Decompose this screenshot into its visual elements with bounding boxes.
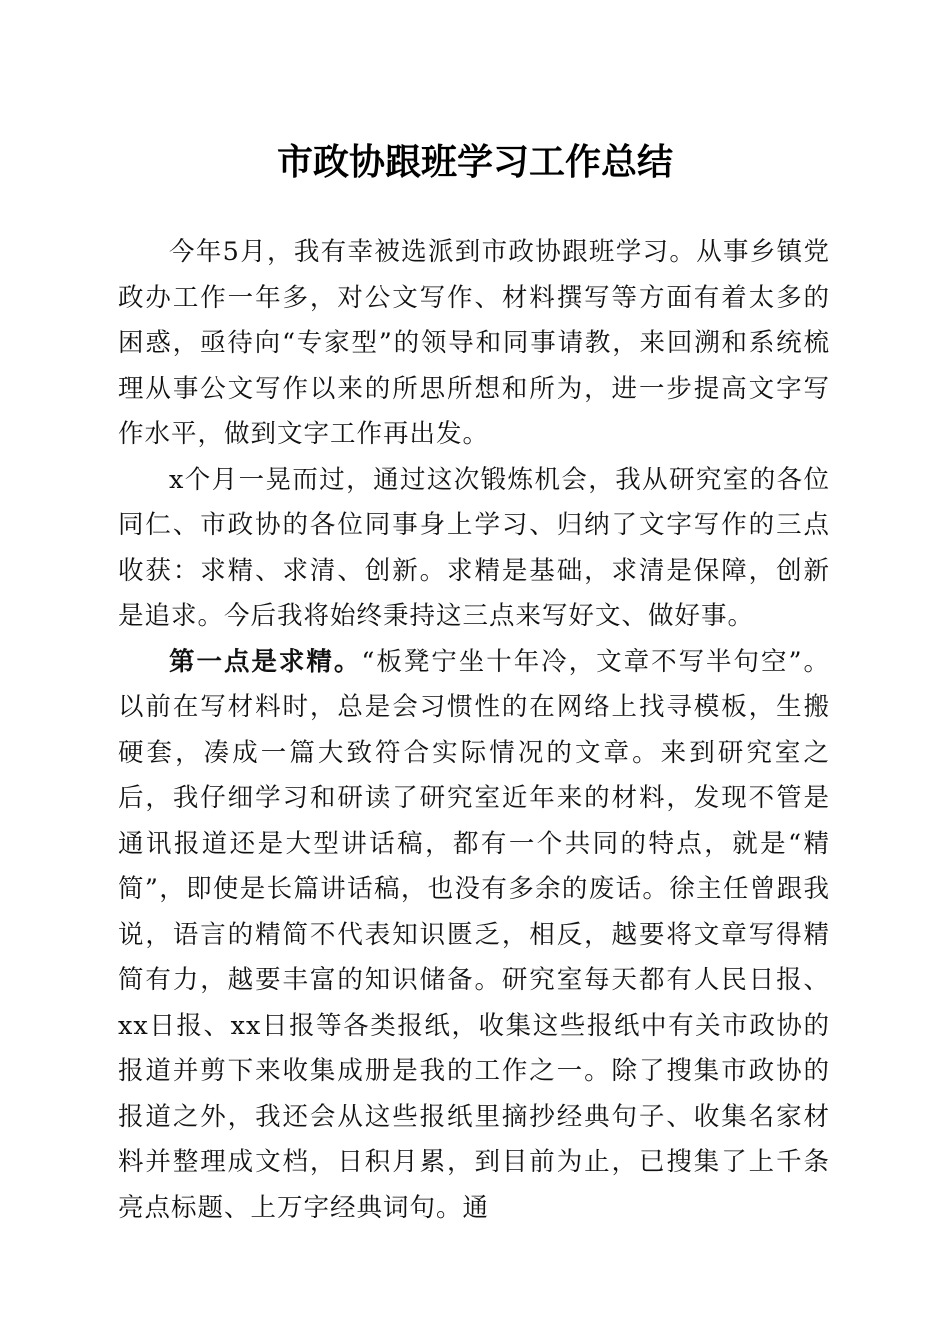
paragraph-text: 今年5月，我有幸被选派到市政协跟班学习。从事乡镇党政办工作一年多，对公文写作、材料撰写等方面有着太多的困惑，亟待向“专家型”的领导和同事请教，来回溯和系统梳理从事公文写作以来的所思所想和所为，进一步提高文字写作水平，做到文字工作再出发。: [118, 237, 830, 449]
document-body: [118, 230, 830, 1231]
document-title: 市政协跟班学习工作总结: [276, 141, 673, 183]
paragraph-text: “板凳宁坐十年冷，文章不写半句空”。以前在写材料时，总是会习惯性的在网络上找寻模板，生搬硬套，凑成一篇大致符合实际情况的文章。来到研究室之后，我仔细学习和研读了研究室近年来的材料，发现不管是通讯报道还是大型讲话稿，都有一个共同的特点，就是“精简”，即使是长篇讲话稿，也没有多余的废话。徐主任曾跟我说，语言的精简不代表知识匮乏，相反，越要将文章写得精简有力，越要丰富的知识储备。研究室每天都有人民日报、xx日报、xx日报等各类报纸，收集这些报纸中有关市政协的报道并剪下来收集成册是我的工作之一。除了搜集市政协的报道之外，我还会从这些报纸里摘抄经典句子、收集名家材料并整理成文档，日积月累，到目前为止，已搜集了上千条亮点标题、上万字经典词句。通: [118, 646, 830, 1223]
paragraph-summary: [118, 458, 830, 640]
paragraph-text: x个月一晃而过，通过这次锻炼机会，我从研究室的各位同仁、市政协的各位同事身上学习、归纳了文字写作的三点收获：求精、求清、创新。求精是基础，求清是保障，创新是追求。今后我将始终秉持这三点来写好文、做好事。: [118, 464, 830, 631]
paragraph-intro: [118, 230, 830, 458]
paragraph-point-one: [118, 640, 830, 1232]
paragraph-lead: 第一点是求精。: [169, 646, 362, 677]
